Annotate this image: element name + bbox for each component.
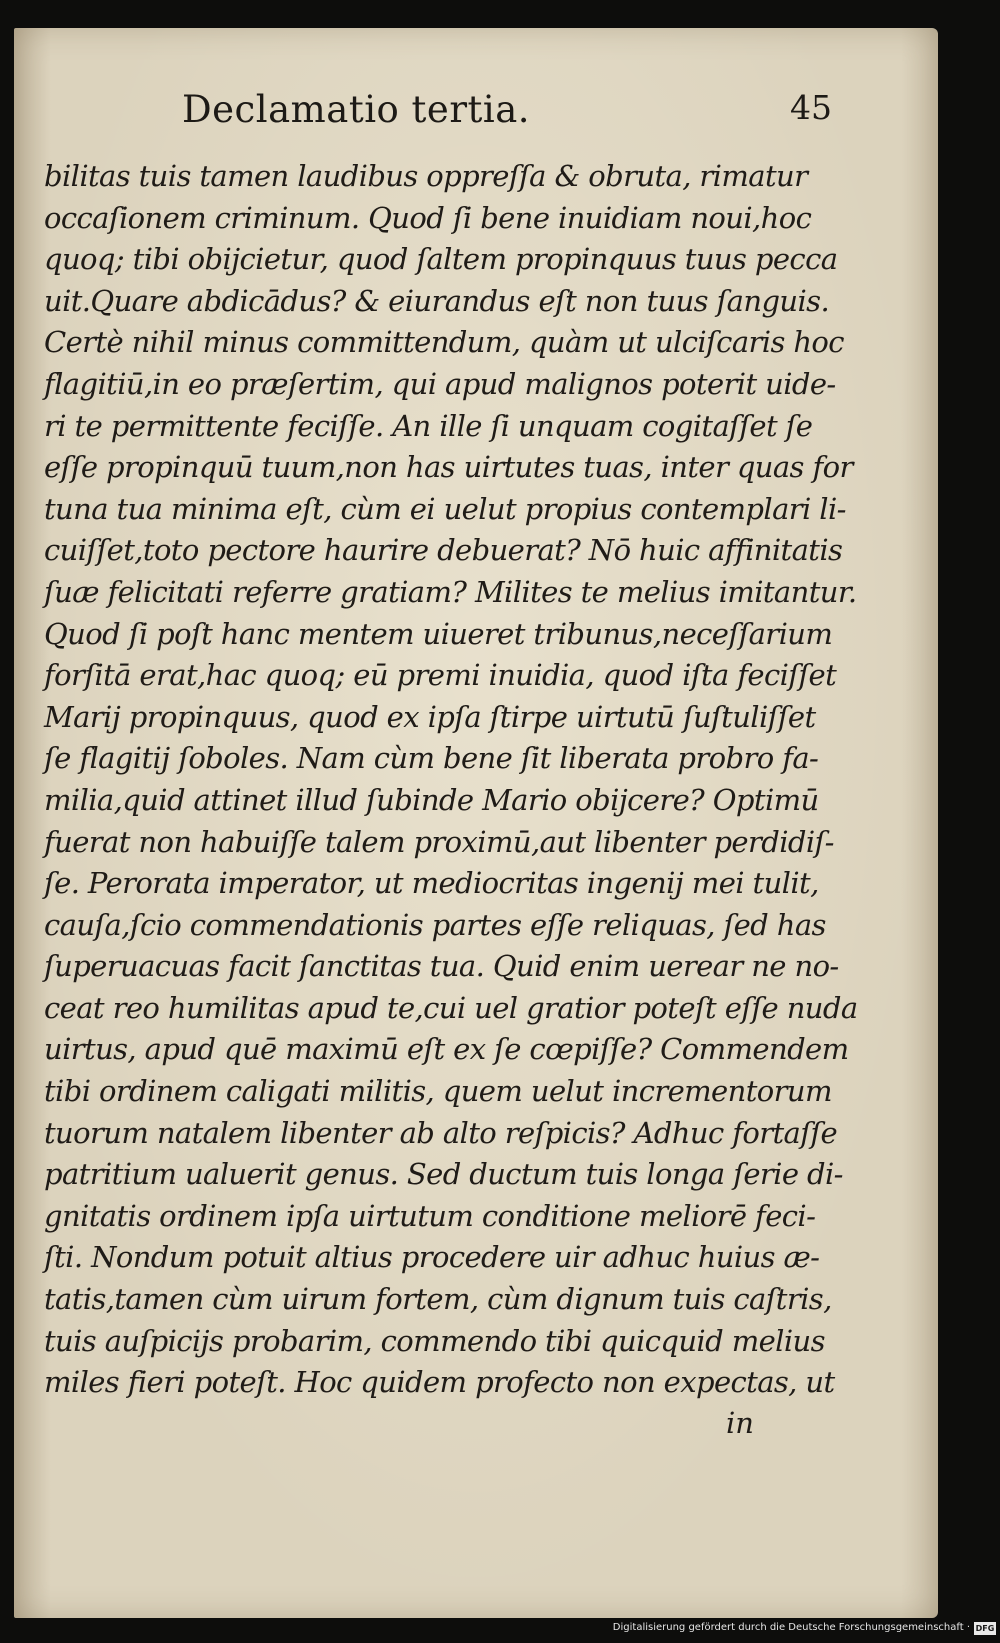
text-line: tibi ordinem caligati militis, quem uelut incrementorum [44, 1074, 832, 1109]
text-line: uit.Quare abdicādus? & eiurandus eſt non tuus ſanguis. [44, 283, 830, 318]
text-line: gnitatis ordinem ipſa uirtutum conditione meliorē feci- [44, 1198, 816, 1233]
text-line: tuna tua minima eſt, cùm ei uelut propius contemplari li- [44, 491, 846, 526]
text-line: eſſe propinquū tuum,non has uirtutes tuas, inter quas for [44, 450, 853, 485]
dfg-logo: DFG [975, 1624, 995, 1633]
text-line: Certè nihil minus committendum, quàm ut ulciſcaris hoc [44, 325, 844, 360]
text-line: tatis,tamen cùm uirum fortem, cùm dignum tuis caſtris, [44, 1282, 832, 1317]
text-line: ſe flagitij ſoboles. Nam cùm bene ſit liberata probro fa- [44, 741, 819, 776]
body-text [44, 156, 858, 1404]
text-line: ſuæ felicitati referre gratiam? Milites te melius imitantur. [44, 574, 857, 609]
page-header [182, 88, 832, 148]
text-line: uirtus, apud quē maximū eſt ex ſe cœpiſſe? Commendem [44, 1032, 849, 1067]
text-line: ſuperuacuas facit ſanctitas tua. Quid enim uerear ne no- [44, 949, 839, 984]
text-line: cauſa,ſcio commendationis partes eſſe reliquas, ſed has [44, 907, 826, 942]
text-line: ſti. Nondum potuit altius procedere uir adhuc huius æ- [44, 1240, 820, 1275]
page-number: 45 [790, 88, 832, 127]
running-title: Declamatio tertia. [182, 88, 531, 131]
book-page [14, 28, 938, 1618]
text-line: milia,quid attinet illud ſubinde Mario obijcere? Optimū [44, 782, 819, 817]
text-line: ri te permittente feciſſe. An ille ſi unquam cogitaſſet ſe [44, 408, 813, 443]
text-line: cuiſſet,toto pectore haurire debuerat? Nō huic affinitatis [44, 533, 843, 568]
text-line: occaſionem criminum. Quod ſi bene inuidiam noui,hoc [44, 200, 812, 235]
text-line: forſitā erat,hac quoq; eū premi inuidia, quod iſta feciſſet [44, 658, 837, 693]
text-line: fuerat non habuiſſe talem proximū,aut libenter perdidiſ- [44, 824, 834, 859]
text-line: quoq; tibi obijcietur, quod ſaltem propinquus tuus pecca [44, 242, 838, 277]
text-line: tuis auſpicijs probarim, commendo tibi quicquid melius [44, 1323, 825, 1358]
text-line: miles fieri poteſt. Hoc quidem profecto non expectas, ut [44, 1365, 835, 1400]
text-line: bilitas tuis tamen laudibus oppreſſa & obruta, rimatur [44, 159, 808, 193]
digitization-credit: Digitalisierung gefördert durch die Deutsche Forschungsgemeinschaft · [612, 1622, 970, 1633]
text-line: ſe. Perorata imperator, ut mediocritas ingenij mei tulit, [44, 866, 819, 901]
text-line: Quod ſi poſt hanc mentem uiueret tribunus,neceſſarium [44, 616, 833, 651]
text-line: Marij propinquus, quod ex ipſa ſtirpe uirtutū ſuſtuliſſet [44, 699, 816, 734]
text-line: patritium ualuerit genus. Sed ductum tuis longa ſerie di- [44, 1157, 843, 1192]
text-line: flagitiū,in eo præſertim, qui apud malignos poterit uide- [44, 366, 836, 401]
text-line: tuorum natalem libenter ab alto reſpicis? Adhuc fortaſſe [44, 1115, 838, 1150]
text-line: ceat reo humilitas apud te,cui uel gratior poteſt eſſe nuda [44, 990, 858, 1025]
catchword: in [726, 1406, 754, 1440]
